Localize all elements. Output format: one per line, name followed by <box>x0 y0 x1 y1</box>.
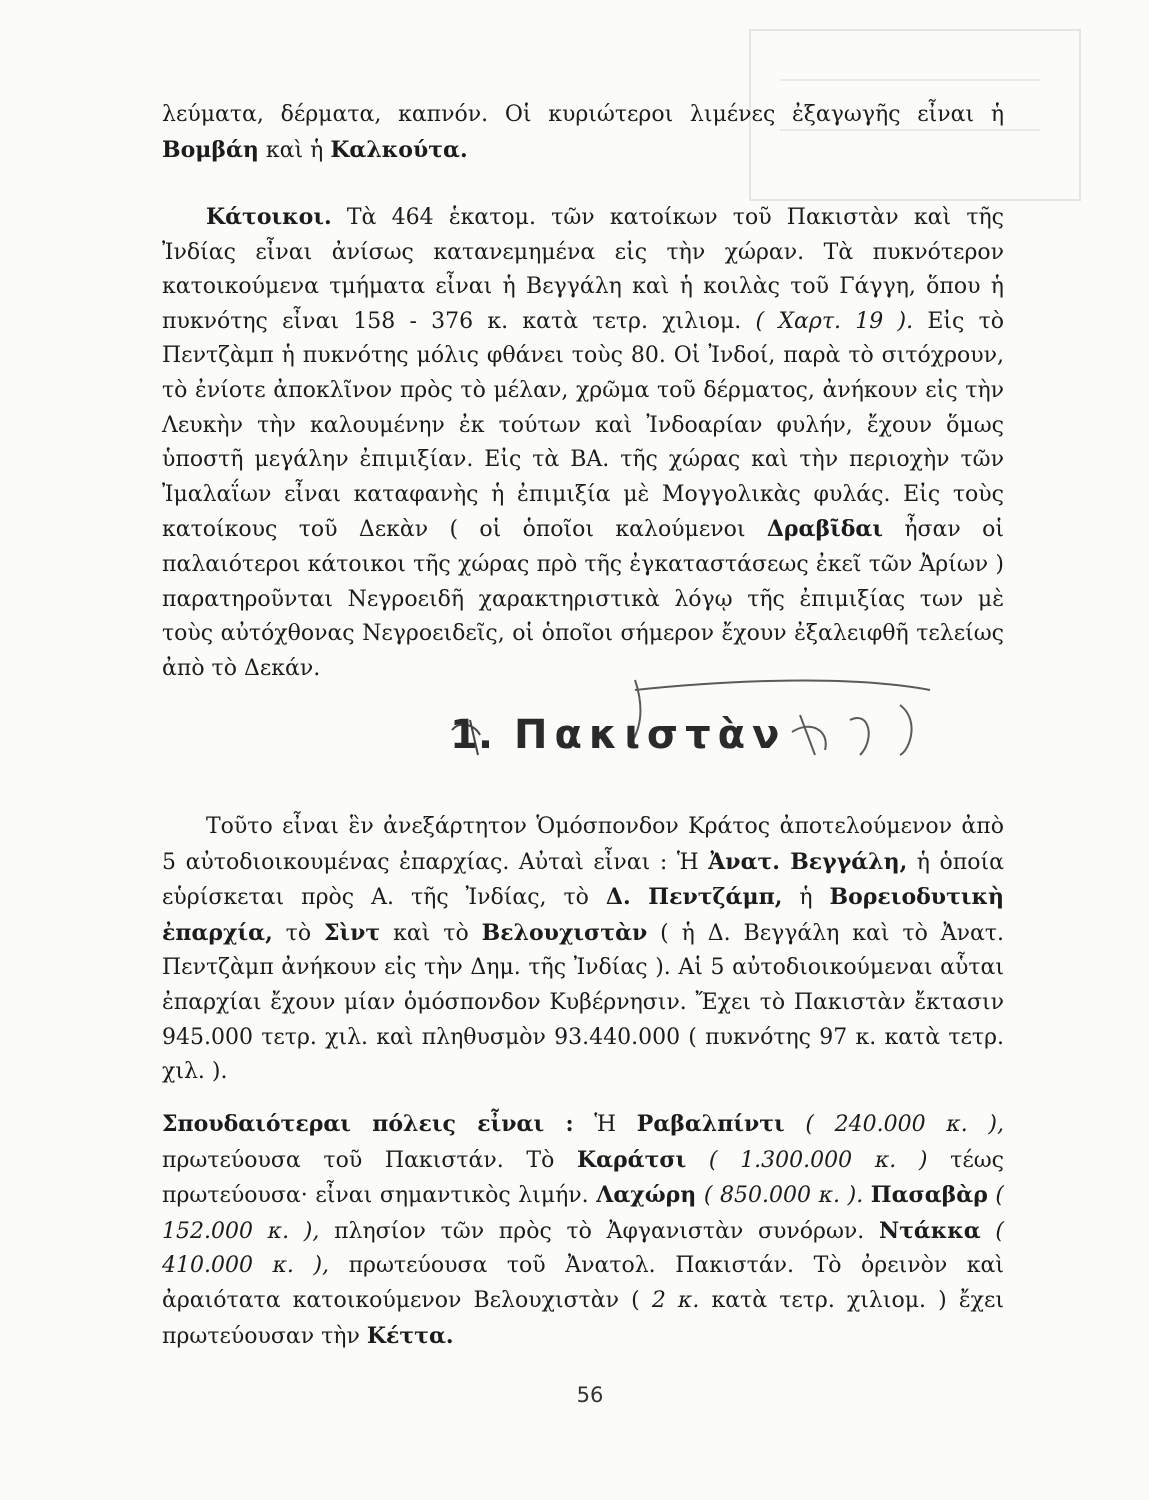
paragraph-pakistan-state: Τοῦτο εἶναι ἓν ἀνεξάρτητον Ὁμόσπονδον Κράτος ἀποτελούμενον ἀπὸ 5 αὐτοδιοικουμένας ἐπαρχίας. Αὐταὶ εἶναι : Ἡ Ἀνατ. Βεγγάλη, ἡ ὁποία εὑρίσκεται πρὸς Α. τῆς Ἰνδίας, τὸ Δ. Πεντζάμπ, ἡ Βορειοδυτικὴ ἐπαρχία, τὸ Σὶντ καὶ τὸ Βελουχιστὰν ( ἡ Δ. Βεγγάλη καὶ τὸ Ἀνατ. Πεντζὰμπ ἀνήκουν εἰς τὴν Δημ. τῆς Ἰνδίας ). Αἱ 5 αὐτοδιοικούμεναι αὗται ἐπαρχίαι ἔχουν μίαν ὁμόσπονδον Κυβέρνησιν. Ἔχει τὸ Πακιστὰν ἔκτασιν 945.000 τετρ. χιλ. καὶ πληθυσμὸν 93.440.000 ( πυκνότης 97 κ. κατὰ τετρ. χιλ. ). <box>162 814 1004 1085</box>
paragraph-cities: Σπουδαιότεραι πόλεις εἶναι : Ἡ Ραβαλπίντι ( 240.000 κ. ), πρωτεύουσα τοῦ Πακιστάν. Τὸ Καράτσι ( 1.300.000 κ. ) τέως πρωτεύουσα· εἶναι σημαντικὸς λιμήν. Λαχώρη ( 850.000 κ. ). Πασαβὰρ ( 152.000 κ. ), πλησίον τῶν πρὸς τὸ Ἀφγανιστὰν συνόρων. Ντάκκα ( 410.000 κ. ), πρωτεύουσα τοῦ Ἀνατολ. Πακιστάν. Τὸ ὀρεινὸν καὶ ἀραιότατα κατοικούμενον Βελουχιστὰν ( 2 κ. κατὰ τετρ. χιλιομ. ) ἔχει πρωτεύουσαν τὴν Κέττα. <box>162 1111 1005 1349</box>
page-number: 56 <box>576 1383 604 1407</box>
paragraph-inhabitants: Κάτοικοι. Τὰ 464 ἑκατομ. τῶν κατοίκων τοῦ Πακιστὰν καὶ τῆς Ἰνδίας εἶναι ἀνίσως κατανεμημένα εἰς τὴν χώραν. Τὰ πυκνότερον κατοικούμενα τμήματα εἶναι ἡ Βεγγάλη καὶ ἡ κοιλὰς τοῦ Γάγγη, ὅπου ἡ πυκνότης εἶναι 158 - 376 κ. κατὰ τετρ. χιλιομ. ( Χαρτ. 19 ). Εἰς τὸ Πεντζὰμπ ἡ πυκνότης μόλις φθάνει τοὺς 80. Οἱ Ἰνδοί, παρὰ τὸ σιτόχρουν, τὸ ἐνίοτε ἀποκλῖνον πρὸς τὸ μέλαν, χρῶμα τοῦ δέρματος, ἀνήκουν εἰς τὴν Λευκὴν τὴν καλουμένην ἐκ τούτων καὶ Ἰνδοαρίαν φυλήν, ἔχουν ὅμως ὑποστῆ μεγάλην ἐπιμιξίαν. Εἰς τὰ ΒΑ. τῆς χώρας καὶ τὴν περιοχὴν τῶν Ἰμαλαΐων εἶναι καταφανὴς ἡ ἐπιμιξία μὲ Μογγολικὰς φυλάς. Εἰς τοὺς κατοίκους τοῦ Δεκὰν ( οἱ ὁποῖοι καλούμενοι Δραβῖδαι ἦσαν οἱ παλαιότεροι κάτοικοι τῆς χώρας πρὸ τῆς ἐγκαταστάσεως ἐκεῖ τῶν Ἀρίων ) παρατηροῦνται Νεγροειδῆ χαρακτηριστικὰ λόγῳ τῆς ἐπιμιξίας των μὲ τοὺς αὐτόχθονας Νεγροειδεῖς, οἱ ὁποῖοι σήμερον ἔχουν ἐξαλειφθῆ τελείως ἀπὸ τὸ Δεκάν. <box>162 204 1005 681</box>
paragraph-exports: λεύματα, δέρματα, καπνόν. Οἱ κυριώτεροι λιμένες ἐξαγωγῆς εἶναι ἡ Βομβάη καὶ ἡ Καλκούτα. <box>162 102 1004 163</box>
section-heading-pakistan: 1. Πακιστὰν <box>450 712 787 758</box>
